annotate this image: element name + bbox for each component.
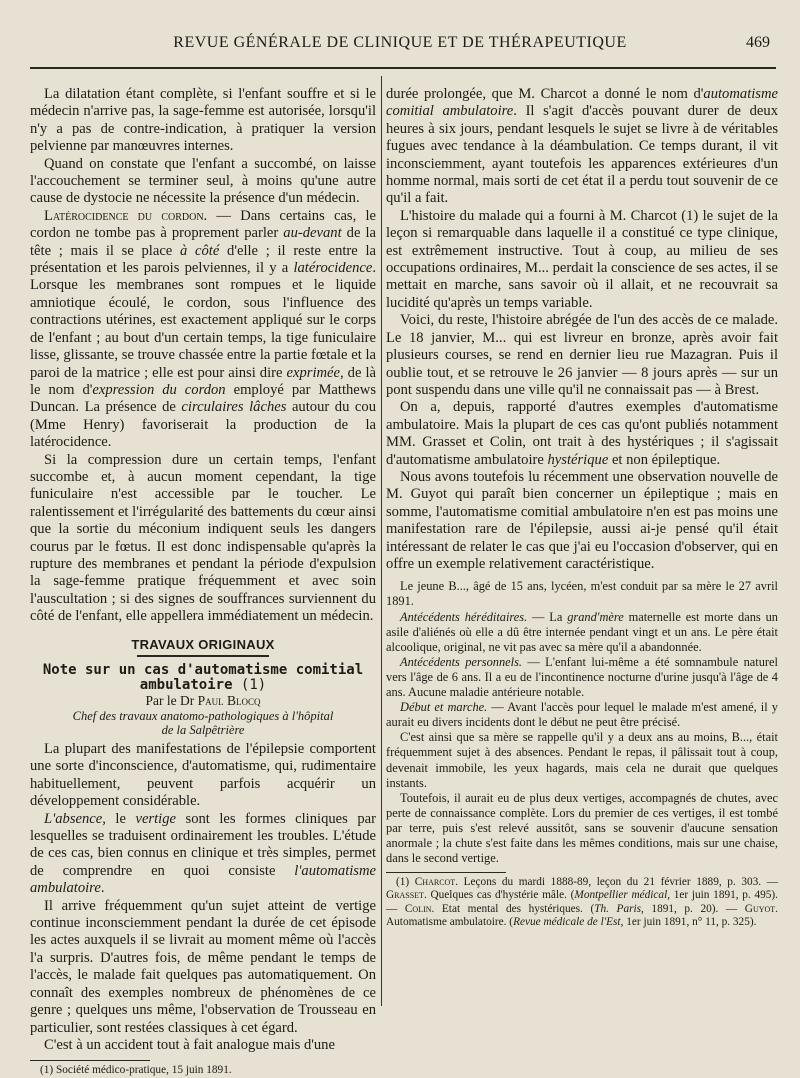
page-number: 469 — [746, 34, 770, 51]
paragraph: Quand on constate que l'enfant a succombé, on laisse l'accouchement se terminer seul, à moins qu'une autre cause de dystocie ne nécessite la présence d'un médecin. — [30, 155, 376, 207]
footnote-rule — [30, 1060, 150, 1061]
right-column — [386, 86, 778, 929]
paragraph: On a, depuis, rapporté d'autres exemples d'automatisme ambulatoire. Mais la plupart de ces cas qu'ont publiés notamment MM. Grasset et Colin, ont trait à des hystériques ; il s'agissait d'automatisme ambulatoire hystérique et non épileptique. — [386, 399, 778, 468]
paragraph: Il arrive fréquemment qu'un sujet atteint de vertige continue inconsciemment pendant la durée de cet épisode les actes auxquels il se livrait au moment même où l'accès l'a surpris. D'autres fois, de même pendant le temps de l'accès, le malade fait quelques pas automatiquement. On connaît des exemples nombreux de phénomènes de ce genre ; quelques uns même, l'observation de Trousseau en particulier, sont restées classiques à cet égard. — [30, 897, 376, 1036]
paragraph: Antécédents personnels. — L'enfant lui-même a été somnambule naturel vers l'âge de 6 ans. Il a eu de l'incontinence nocturne d'urine jusqu'à l'âge de 4 ans. Aucune maladie antérieure notable. — [386, 654, 778, 700]
left-column — [30, 86, 376, 1078]
paragraph: C'est à un accident tout à fait analogue mais d'une — [44, 1036, 335, 1053]
footnote: (1) Société médico-pratique, 15 juin 1891. — [40, 1064, 232, 1077]
case-report — [386, 579, 778, 866]
paragraph: Toutefois, il aurait eu de plus deux vertiges, accompagnés de chutes, avec perte de connaissance complète. Lors du premier de ces vertiges, il est tombé par terre, puis s'est relevé aussitôt, sans se souvenir d'aucune sensation anormale ; la chute s'est faite dans les mêmes conditions, mais sur une chaise, dans le second vertige. — [386, 790, 778, 866]
section-title: TRAVAUX ORIGINAUX — [131, 636, 275, 652]
paragraph: L'histoire du malade qui a fourni à M. Charcot (1) le sujet de la leçon si remarquable dans laquelle il a constitué ce type clinique, est extrêmement instructive. Tout à coup, au milieu de ses occupations ordinaires, M... perdait la conscience de ses actes, il se mettait en marche, sans savoir où il allait, et ne recouvrait sa lucidité qu'après un temps variable. — [386, 207, 778, 311]
paragraph: La dilatation étant complète, si l'enfant souffre et si le médecin n'arrive pas, la sage-femme est autorisée, lorsqu'il n'y a pas de contre-indication, à pratiquer la version pelvienne par manœuvres internes. — [30, 86, 376, 155]
paragraph: Antécédents héréditaires. — La grand'mère maternelle est morte dans un asile d'aliénés où elle a dû être internée pendant vingt et un ans. Le père était alcoolique, original, ne vit pas avec sa mère qu'il a abandonnée. — [386, 609, 778, 654]
paragraph: Nous avons toutefois lu récemment une observation nouvelle de M. Guyot qui paraît bien concerner un épileptique ; mais en somme, l'automatisme comitial ambulatoire n'en est pas moins une manifestation rare de l'épilepsie, aussi ai-je pensé qu'il était intéressant de relater le cas que j'ai eu l'occasion d'observer, qui en offre un exemple relativement caractéristique. — [386, 468, 778, 572]
journal-title: REVUE GÉNÉRALE DE CLINIQUE ET DE THÉRAPEUTIQUE — [173, 34, 627, 51]
section-rule — [137, 655, 269, 657]
paragraph: Le jeune B..., âgé de 15 ans, lycéen, m'est conduit par sa mère le 27 avril 1891. — [386, 579, 778, 609]
header-rule — [30, 67, 776, 69]
paragraph: L'absence, le vertige sont les formes cliniques par lesquelles se traduisent ordinairement les troubles. L'étude de ces cas, bien connus en clinique et très simples, permet de comprendre en quoi consiste l'automatisme ambulatoire. — [30, 810, 376, 897]
affiliation: Chef des travaux anatomo-pathologiques à l'hôpital de la Salpêtrière — [72, 709, 334, 737]
paragraph: Voici, du reste, l'histoire abrégée de l'un des accès de ce malade. Le 18 janvier, M... qui est livreur en bronze, après avoir fait plusieurs courses, se rend en dernier lieu rue Mazagran. Puis il oublie tout, et se retrouve le 26 janvier — 8 jours après — sur un pont suspendu dans une ville qu'il ne connaissait pas — à Brest. — [386, 312, 778, 398]
byline: Par le Dr Paul Blocq — [145, 693, 261, 708]
paragraph: C'est ainsi que sa mère se rappelle qu'il y a deux ans au moins, B..., était fréquemment sujet à des absences. Pendant le repas, il pâlissait tout à coup, devenait immobile, les yeux hagards, mais cela ne durait que quelques instants. — [386, 730, 778, 790]
paragraph: durée prolongée, que M. Charcot a donné le nom d'automatisme comitial ambulatoire. Il s'agit d'accès pouvant durer de deux heures à six jours, pendant lesquels le sujet se livre à de véritables fugues avec tendance à la déambulation. Ce temps durant, il vit inconsciemment, ayant toutefois les apparences extérieures d'un homme normal, mais sorti de cet état il a perdu tout souvenir de ce qu'il a fait. — [386, 86, 778, 207]
running-header — [30, 30, 770, 60]
column-divider — [381, 76, 382, 1006]
paragraph: Début et marche. — Avant l'accès pour lequel le malade m'est amené, il y aurait eu divers incidents dont le début ne peut être précisé. — [386, 700, 779, 730]
footnote-rule — [386, 872, 506, 873]
paragraph: Latérocidence du cordon. — Dans certains cas, le cordon ne tombe pas à proprement parler au-devant de la tête ; mais il se place à côté d'elle ; il reste entre la présentation et les parois pelviennes, il y a latérocidence. Lorsque les membranes sont rompues et le liquide amniotique écoulé, le cordon, sous l'influence des contractions utérines, est exactement appliqué sur le corps de l'enfant ; au bout d'un certain temps, la tige funiculaire lisse, glissante, se trouve chassée entre la partie fœtale et la paroi de la matrice ; elle est pour ainsi dire exprimée, de là le nom d'expression du cordon employé par Matthews Duncan. La présence de circulaires lâches autour du cou (Mme Henry) favoriserait la production de la latérocidence. — [30, 207, 377, 451]
section-heading: Latérocidence du cordon. — [44, 207, 208, 224]
footnote: (1) Charcot. Leçons du mardi 1888-89, leçon du 21 février 1889, p. 303. — Grasset. Quelques cas d'hystérie mâle. (Montpellier médical, 1er juin 1891, p. 495). — Colin. Etat mental des hystériques. (Th. Paris, 1891, p. 20). — Guyot. Automatisme ambulatoire. (Revue médicale de l'Est, 1er juin 1891, n° 11, p. 325). — [386, 876, 779, 928]
paragraph: La plupart des manifestations de l'épilepsie comportent une sorte d'inconscience, d'automatisme, qui, rudimentaire habituellement, peuvent parfois acquérir un développement considérable. — [30, 741, 376, 810]
article-title: Note sur un cas d'automatisme comitial ambulatoire (1) — [42, 662, 364, 693]
paragraph: Si la compression dure un certain temps, l'enfant succombe et, à aucun moment cependant, la tige funiculaire n'est accessible par le toucher. Le ralentissement et l'irrégularité des battements du cœur ainsi que la sortie du méconium indiquent seuls les dangers courus par le fœtus. Il est donc indispensable qu'après la rupture des membranes et pendant la période d'expulsion la sage-femme pratique fréquemment et avec soin l'auscultation ; si des signes de souffrances surviennent du côté de l'enfant, elle appellera immédiatement un médecin. — [30, 451, 376, 625]
